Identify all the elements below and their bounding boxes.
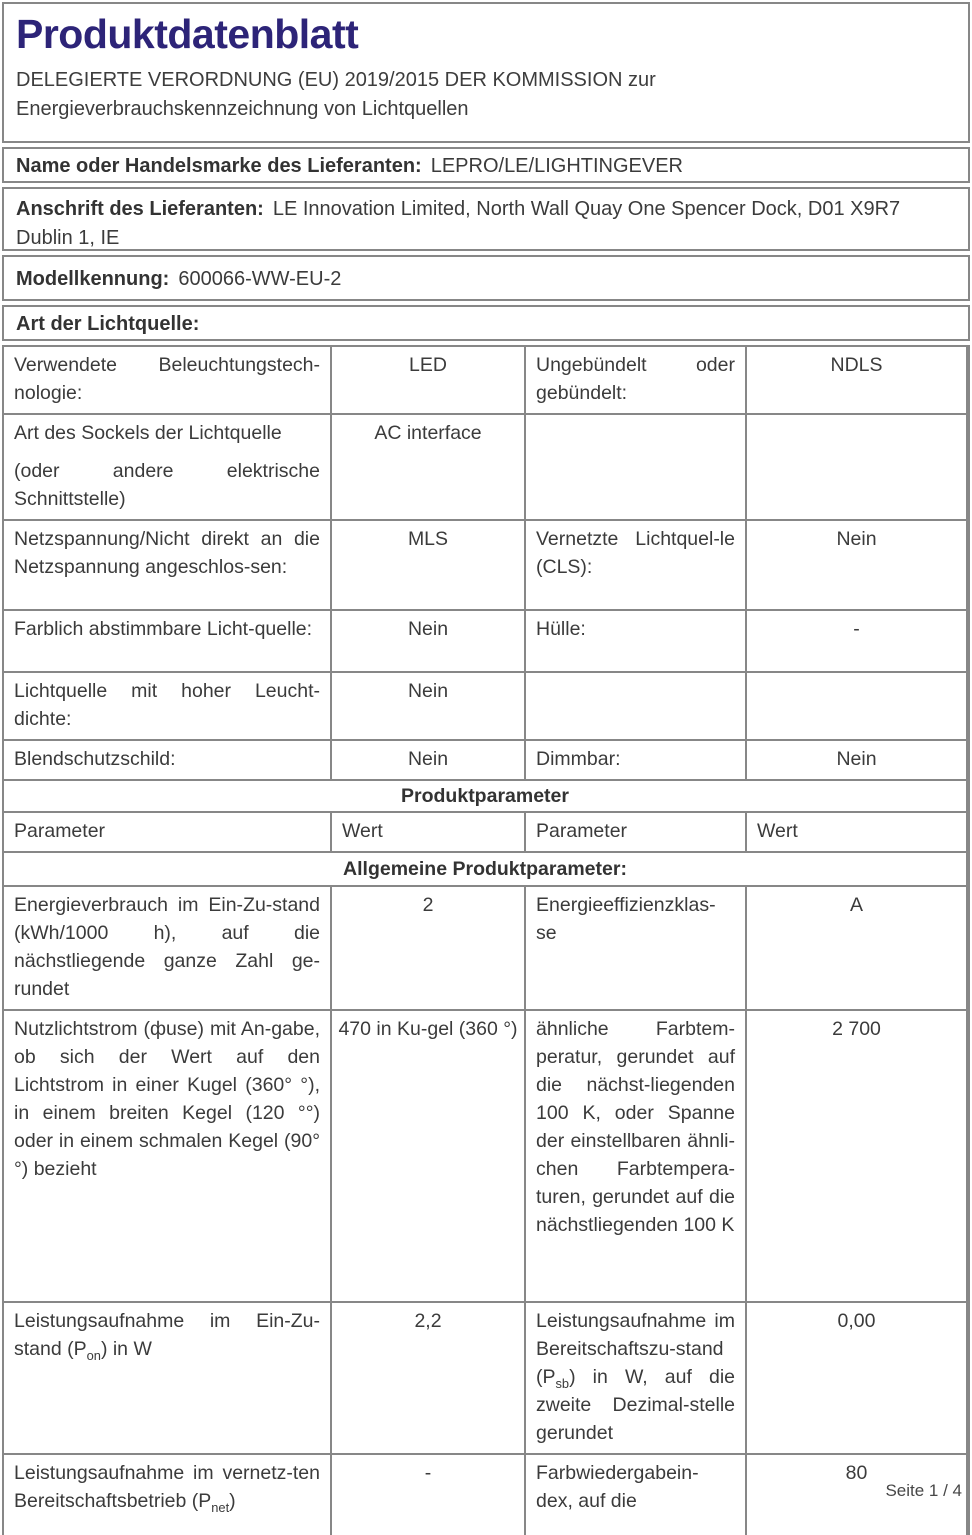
- supplier-address-value: LE Innovation Limited, North Wall Quay One Spencer Dock, D01 X9R7 Dublin 1, IE: [16, 198, 901, 249]
- row-socket-label-line2: (oder andere elektrische Schnittstelle): [14, 460, 320, 510]
- row-beam-value: NDLS: [747, 347, 966, 413]
- row-useful-flux-label: Nutzlichtstrom (фuse) mit An-gabe, ob sich der Wert auf den Lichtstrom in einer Kugel (360° °), in einem breiten Kegel (120 °°) oder in einem schmalen Kegel (90° °) bezieht: [4, 1011, 330, 1301]
- row-glare-shield-label: Blendschutzschild:: [4, 741, 330, 779]
- model-id-block: [2, 255, 970, 301]
- col-header-wert-2: Wert: [747, 813, 966, 851]
- row-socket-empty-value: [747, 415, 966, 519]
- row-beam-label: Ungebündelt oder gebündelt:: [526, 347, 745, 413]
- row-high-luminance-empty-label: [526, 673, 745, 739]
- title-block: [2, 2, 970, 143]
- supplier-address-label: Anschrift des Lieferanten:: [16, 198, 264, 220]
- row-efficiency-class-label: Energieeffizienzklas-se: [526, 887, 745, 1009]
- row-mains-value: MLS: [332, 521, 524, 609]
- row-socket-value: AC interface: [332, 415, 524, 519]
- row-tech-value: LED: [332, 347, 524, 413]
- row-energy-consumption-value: 2: [332, 887, 524, 1009]
- row-cls-label: Vernetzte Lichtquel-le (CLS):: [526, 521, 745, 609]
- product-parameters-header: Produktparameter: [4, 781, 966, 811]
- row-useful-flux-value: 470 in Ku-gel (360 °): [332, 1011, 524, 1301]
- row-standby-power-value: 0,00: [747, 1303, 966, 1453]
- row-socket-label-line1: Art des Sockels der Lichtquelle: [14, 422, 282, 444]
- row-colour-tunable-label: Farblich abstimmbare Licht-quelle:: [4, 611, 330, 671]
- regulation-line-1: DELEGIERTE VERORDNUNG (EU) 2019/2015 DER KOMMISSION zur: [16, 69, 656, 91]
- col-header-parameter-2: Parameter: [526, 813, 745, 851]
- row-mains-label: Netzspannung/Nicht direkt an die Netzspannung angeschlos-sen:: [4, 521, 330, 609]
- row-networked-standby-label: Leistungsaufnahme im vernetz-ten Bereitschaftsbetrieb $(P_{net})$: [4, 1455, 330, 1535]
- row-high-luminance-label: Lichtquelle mit hoher Leucht-dichte:: [4, 673, 330, 739]
- row-energy-consumption-label: Energieverbrauch im Ein-Zu-stand (kWh/1000 h), auf die nächstliegende ganze Zahl ge-rundet: [4, 887, 330, 1009]
- regulation-line-2: Energieverbrauchskennzeichnung von Lichtquellen: [16, 98, 469, 120]
- row-power-on-label: Leistungsaufnahme im Ein-Zu-stand $(P_{on})$ in W: [4, 1303, 330, 1453]
- row-networked-standby-value: -: [332, 1455, 524, 1535]
- parameter-table: [2, 345, 970, 1535]
- row-cls-value: Nein: [747, 521, 966, 609]
- row-envelope-label: Hülle:: [526, 611, 745, 671]
- row-socket-label: [4, 415, 330, 519]
- row-power-on-value: 2,2: [332, 1303, 524, 1453]
- model-id-label: Modellkennung:: [16, 268, 170, 290]
- row-dimmable-value: Nein: [747, 741, 966, 779]
- row-socket-empty-label: [526, 415, 745, 519]
- row-high-luminance-value: Nein: [332, 673, 524, 739]
- row-dimmable-label: Dimmbar:: [526, 741, 745, 779]
- row-envelope-value: -: [747, 611, 966, 671]
- row-efficiency-class-value: A: [747, 887, 966, 1009]
- page-indicator: Seite 1 / 4: [885, 1481, 962, 1500]
- row-colour-tunable-value: Nein: [332, 611, 524, 671]
- row-high-luminance-empty-value: [747, 673, 966, 739]
- supplier-name-value: LEPRO/LE/LIGHTINGEVER: [430, 155, 683, 177]
- row-glare-shield-value: Nein: [332, 741, 524, 779]
- row-tech-label: Verwendete Beleuchtungstech-nologie:: [4, 347, 330, 413]
- row-standby-power-label: Leistungsaufnahme im Bereitschaftszu-stand $(P_{sb})$ in W, auf die zweite Dezimal-stelle gerundet: [526, 1303, 745, 1453]
- supplier-name-label: Name oder Handelsmarke des Lieferanten:: [16, 155, 422, 177]
- model-id-value: 600066-WW-EU-2: [178, 268, 342, 290]
- light-source-section-title: Art der Lichtquelle:: [2, 305, 970, 341]
- row-colour-temp-label: ähnliche Farbtem-peratur, gerundet auf die nächst-liegenden 100 K, oder Spanne der einstellbaren ähnli-chen Farbtempera-turen, gerundet auf die nächstliegenden 100 K: [526, 1011, 745, 1301]
- general-parameters-header: Allgemeine Produktparameter:: [4, 853, 966, 885]
- row-colour-temp-value: 2 700: [747, 1011, 966, 1301]
- page-title: Produktdatenblatt: [16, 11, 359, 57]
- col-header-wert-1: Wert: [332, 813, 524, 851]
- row-cri-label: Farbwiedergabein-dex, auf die: [526, 1455, 745, 1535]
- col-header-parameter-1: Parameter: [4, 813, 330, 851]
- supplier-address-block: [2, 187, 970, 251]
- supplier-name-block: [2, 147, 970, 183]
- row-cri-value: 80: [747, 1455, 966, 1535]
- regulation-text: [16, 66, 956, 124]
